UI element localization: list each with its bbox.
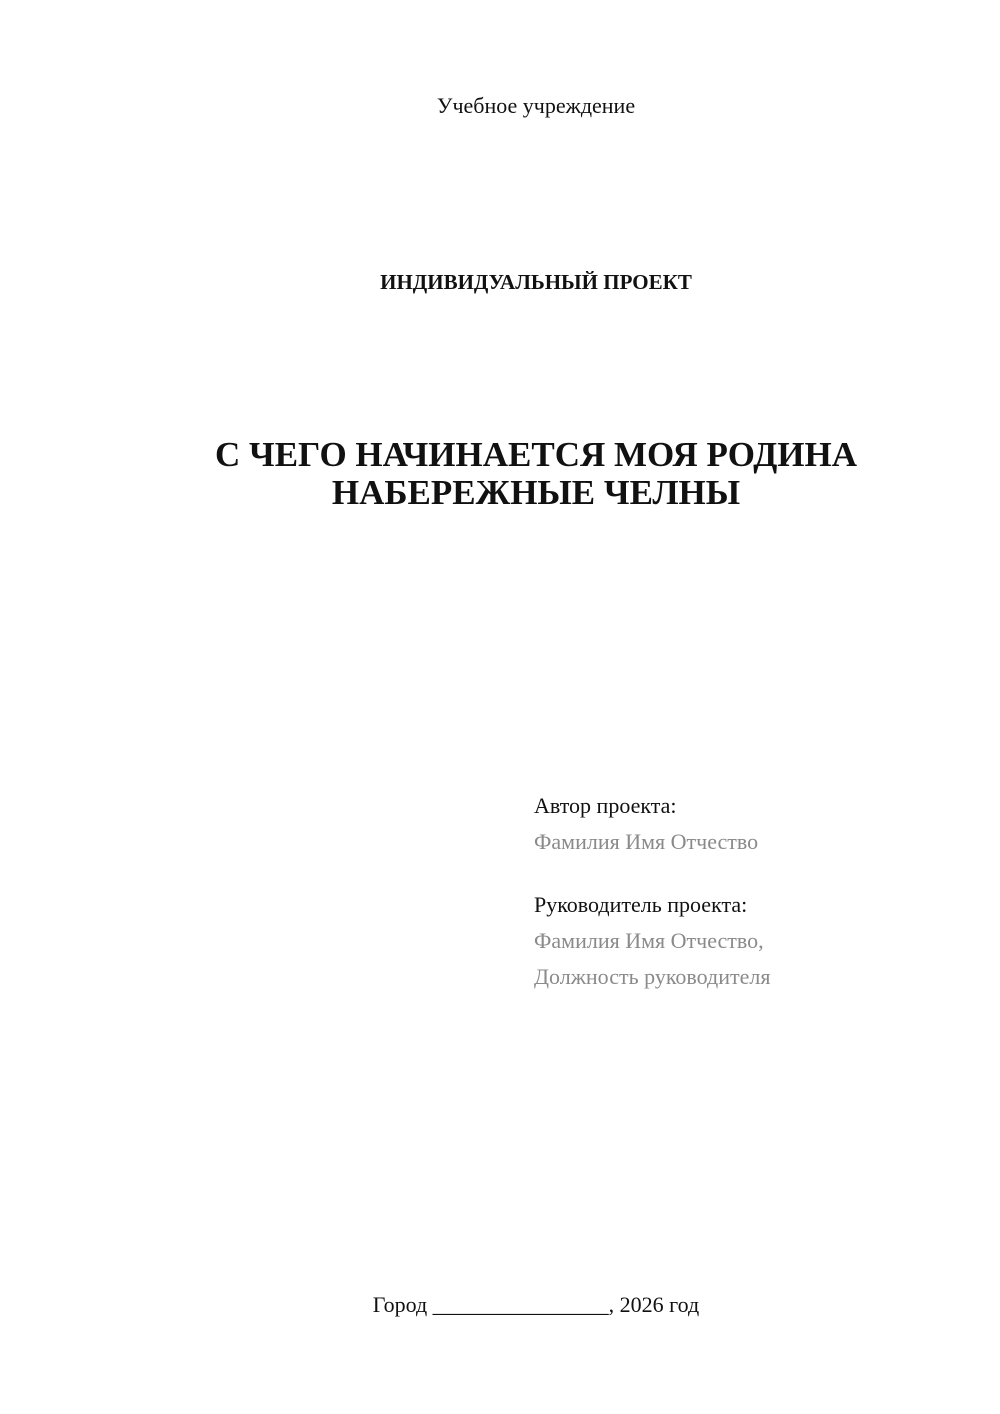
author-name: Фамилия Имя Отчество [534, 829, 759, 854]
supervisor-label: Руководитель проекта: [534, 892, 748, 917]
document-type: ИНДИВИДУАЛЬНЫЙ ПРОЕКТ [380, 270, 692, 294]
supervisor-name: Фамилия Имя Отчество, [534, 928, 764, 953]
project-title-line-2: НАБЕРЕЖНЫЕ ЧЕЛНЫ [331, 473, 741, 512]
author-label: Автор проекта: [534, 793, 677, 818]
project-title [0, 436, 1000, 512]
project-title-line-1: С ЧЕГО НАЧИНАЕТСЯ МОЯ РОДИНА [214, 435, 857, 474]
supervisor-position: Должность руководителя [534, 964, 771, 989]
credits-block [534, 788, 974, 995]
institution-name: Учебное учреждение [436, 93, 636, 118]
city-year-line: Город ________________, 2026 год [372, 1292, 700, 1317]
credits-spacer [534, 860, 974, 887]
